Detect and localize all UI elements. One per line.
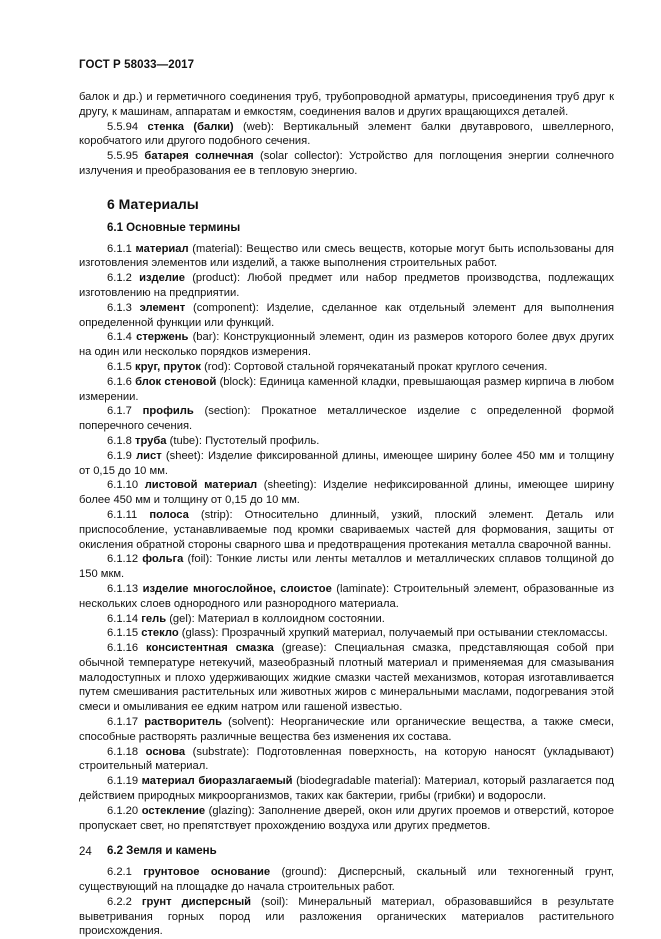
- term-name: листовой материал: [144, 479, 258, 492]
- term-definition: (tube): Пустотелый профиль.: [169, 434, 320, 447]
- term-name: стенка (балки): [147, 120, 234, 133]
- document-header: ГОСТ Р 58033—2017: [79, 59, 195, 71]
- term-number: 6.1.12: [107, 553, 139, 566]
- term-name: элемент: [139, 301, 186, 314]
- term-entry: [79, 330, 614, 360]
- term-name: лист: [136, 449, 162, 462]
- term-name: блок стеновой: [135, 375, 217, 388]
- term-number: 6.1.6: [107, 375, 132, 388]
- term-name: батарея солнечная: [144, 150, 254, 163]
- term-definition: (foil): Тонкие листы или ленты металлов и металлических сплавов толщиной до 150 мкм.: [79, 553, 614, 581]
- term-entry: [79, 895, 614, 939]
- term-entry: [79, 404, 614, 434]
- page-number: 24: [79, 846, 92, 858]
- term-entry: [79, 478, 614, 508]
- term-definition: (block): Единица каменной кладки, превышающая размер кирпича в любом измерении.: [79, 375, 615, 403]
- term-definition: (rod): Сортовой стальной горячекатаный прокат круглого сечения.: [204, 360, 548, 373]
- term-name: стержень: [136, 331, 189, 344]
- term-name: материал биоразлагаемый: [141, 775, 293, 788]
- term-definition: (section): Прокатное металлическое изделие с определенной формой поперечного сечения.: [79, 405, 615, 433]
- subsection-title-6-2: 6.2 Земля и камень: [107, 845, 217, 858]
- section-title: 6 Материалы: [107, 195, 199, 212]
- term-number: 6.2.2: [107, 895, 132, 908]
- term-name: стекло: [141, 627, 179, 640]
- term-name: фольга: [142, 553, 184, 566]
- term-number: 5.5.95: [107, 150, 139, 163]
- term-number: 6.1.15: [107, 627, 139, 640]
- term-number: 6.1.8: [107, 434, 132, 447]
- term-definition: (strip): Относительно длинный, узкий, плоский элемент. Деталь или приспособление, устанавливаемые под кромки свариваемых частей для формования, защиты от окисления обратной стороны сварного шва и предотвращения протекания металла сварочной ванны.: [79, 508, 614, 551]
- term-entry: [79, 626, 614, 641]
- term-number: 6.1.14: [107, 612, 139, 625]
- term-number: 6.1.3: [107, 301, 132, 314]
- term-definition: (soil): Минеральный материал, образовавшийся в результате выветривания горных пород или разложения органических материалов растительного происхождения.: [79, 895, 614, 938]
- term-definition: (product): Любой предмет или набор предметов производства, подлежащих изготовлению на предприятии.: [79, 272, 615, 299]
- term-number: 6.1.7: [107, 405, 132, 418]
- term-entry: [79, 865, 614, 895]
- term-definition: (glazing): Заполнение дверей, окон или других проемов и отверстий, которое пропускает свет, но препятствует прохождению воздуха или других предметов.: [79, 804, 615, 832]
- term-entry: [79, 120, 614, 150]
- term-entry: [79, 360, 614, 375]
- term-name: изделие многослойное, слоистое: [142, 582, 332, 595]
- term-definition: (sheeting): Изделие нефиксированной длины, имеющее ширину более 450 мм и толщину от 0,15 до 10 мм.: [79, 479, 614, 507]
- terms-list-6-1: [79, 242, 614, 834]
- term-number: 6.1.4: [107, 331, 132, 344]
- term-number: 6.1.9: [107, 449, 132, 462]
- term-definition: (sheet): Изделие фиксированной длины, имеющее ширину более 450 мм и толщину от 0,15 до 10 мм.: [79, 449, 615, 477]
- term-definition: (web): Вертикальный элемент балки двутаврового, швеллерного, коробчатого или другого подобного сечения.: [79, 120, 615, 148]
- term-number: 6.1.2: [107, 272, 132, 285]
- term-name: остекление: [141, 804, 206, 817]
- term-entry: [79, 434, 614, 449]
- term-number: 6.1.13: [107, 582, 139, 595]
- term-entry: [79, 508, 614, 552]
- term-entry: [79, 271, 614, 301]
- term-name: грунтовое основание: [143, 866, 271, 879]
- document-body: [79, 90, 614, 939]
- term-name: грунт дисперсный: [141, 895, 252, 908]
- term-number: 5.5.94: [107, 120, 139, 133]
- term-entry: [79, 375, 614, 405]
- term-number: 6.1.5: [107, 360, 132, 373]
- term-entry: [79, 745, 614, 775]
- term-number: 6.1.1: [107, 242, 132, 255]
- term-number: 6.1.10: [107, 479, 139, 492]
- term-definition: (biodegradable material): Материал, который разлагается под действием природных микроорганизмов, таких как бактерии, грибы (грибки) и водоросли.: [79, 775, 615, 803]
- term-number: 6.2.1: [107, 866, 132, 879]
- term-name: консистентная смазка: [146, 642, 274, 655]
- term-name: труба: [135, 434, 167, 447]
- term-number: 6.1.20: [107, 804, 139, 817]
- term-name: изделие: [139, 272, 186, 285]
- intro-block: [79, 90, 614, 179]
- terms-list-6-2: [79, 865, 614, 939]
- term-definition: (grease): Специальная смазка, представляющая собой при обычной температуре нетекучий, мазеобразный плотный материал и применяемая для смазывания малодоступных и плохо удерживающих жидкие смазки частей механизмов, которая изготавливается путем смешивания растительных или животных жиров с минеральными маслами, подогревания этой смеси и омыливания ее едким натром или гашеной известью.: [79, 642, 615, 714]
- term-number: 6.1.17: [107, 716, 139, 729]
- term-name: круг, пруток: [135, 360, 201, 373]
- term-number: 6.1.19: [107, 775, 139, 788]
- term-definition: (glass): Прозрачный хрупкий материал, получаемый при остывании стекломассы.: [181, 627, 608, 640]
- term-entry: [79, 449, 614, 479]
- term-definition: (laminate): Строительный элемент, образованные из нескольких слоев однородного или разнородного материала.: [79, 582, 614, 610]
- term-name: растворитель: [144, 716, 222, 729]
- term-name: гель: [141, 612, 167, 625]
- term-entry: [79, 242, 614, 272]
- term-definition: (ground): Дисперсный, скальный или техногенный грунт, существующий на площадке до начала строительных работ.: [79, 866, 614, 894]
- term-definition: (material): Вещество или смесь веществ, которые могут быть использованы для изготовления элементов или изделий, а также выполнения строительных работ.: [79, 242, 614, 270]
- term-definition: (bar): Конструкционный элемент, один из размеров которого более двух других на один или несколько порядков измерения.: [79, 331, 614, 359]
- term-entry: [79, 774, 614, 804]
- term-name: материал: [135, 242, 189, 255]
- term-entry: [79, 582, 614, 612]
- term-definition: (solvent): Неорганические или органические вещества, а также смеси, способные растворять различные вещества без изменения их состава.: [79, 716, 614, 743]
- term-entry: [79, 641, 614, 715]
- term-name: полоса: [149, 508, 189, 521]
- term-definition: (solar collector): Устройство для поглощения энергии солнечного излучения и преобразования ее в тепловую энергию.: [79, 150, 615, 177]
- term-number: 6.1.16: [107, 642, 139, 655]
- term-definition: балок и др.) и герметичного соединения труб, трубопроводной арматуры, присоединения труб друг к другу, к машинам, аппаратам и емкостям, соединения валов и других вращающихся деталей.: [79, 91, 614, 118]
- term-number: 6.1.11: [107, 508, 138, 521]
- term-entry: [79, 552, 614, 582]
- term-name: основа: [145, 745, 186, 758]
- term-definition: (gel): Материал в коллоидном состоянии.: [169, 612, 385, 625]
- subsection-title-6-1: 6.1 Основные термины: [107, 221, 241, 234]
- term-name: профиль: [142, 405, 194, 418]
- term-definition: (component): Изделие, сделанное как отдельный элемент для выполнения определенной функции или функций.: [79, 301, 615, 329]
- term-entry: [79, 715, 614, 745]
- term-definition: (substrate): Подготовленная поверхность, на которую наносят (укладывают) строительный материал.: [79, 745, 615, 773]
- term-entry: [79, 612, 614, 627]
- term-entry: [79, 90, 614, 120]
- term-entry: [79, 301, 614, 331]
- term-entry: [79, 149, 614, 179]
- term-entry: [79, 804, 614, 834]
- term-number: 6.1.18: [107, 745, 139, 758]
